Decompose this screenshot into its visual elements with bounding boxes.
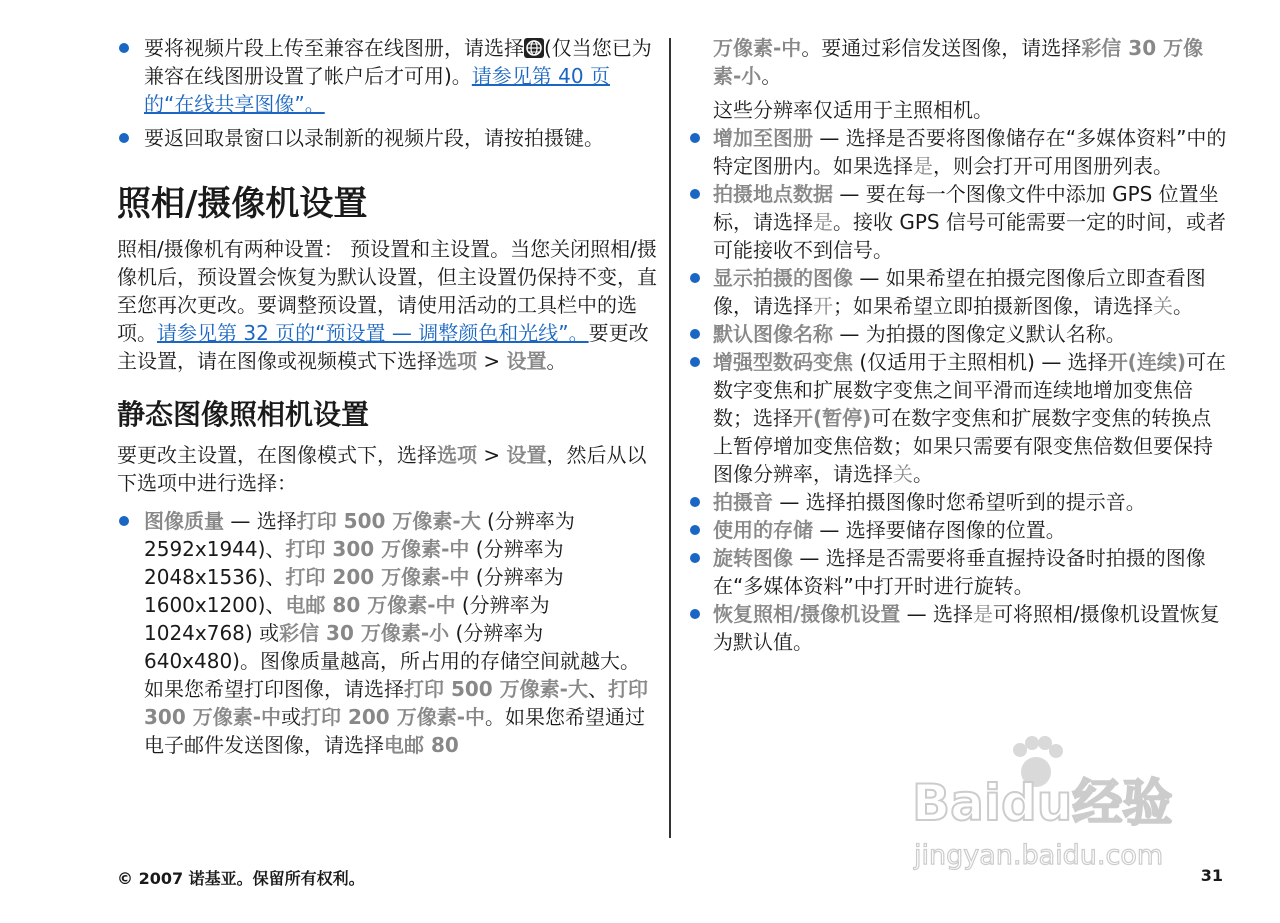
baidu-watermark bbox=[908, 732, 1208, 882]
item-text: 要将视频片段上传至兼容在线图册，请选择 bbox=[144, 36, 524, 60]
link-online-sharing[interactable]: 请参见第 40 页的“在线共享图像”。 bbox=[144, 64, 610, 116]
list-item: 使用的存储 — 选择要储存图像的位置。 bbox=[713, 516, 1231, 544]
item-text: 要返回取景窗口以录制新的视频片段，请按拍摄键。 bbox=[144, 126, 604, 150]
footer-copyright: © 2007 诺基亚。保留所有权利。 bbox=[117, 869, 365, 888]
paragraph: 照相/摄像机有两种设置： 预设置和主设置。当您关闭照相/摄像机后，预设置会恢复为默认设置，但主设置仍保持不变，直至您再次更改。要调整预设置，请使用活动的工具栏中的选项。请参见第 32 页的“预设置 — 调整颜色和光线”。要更改主设置，请在图像或视频模式下选择选项 > 设置。 bbox=[117, 237, 657, 373]
setting-name: 图像质量 bbox=[144, 509, 224, 533]
link-presettings[interactable]: 请参见第 32 页的“预设置 — 调整颜色和光线”。 bbox=[157, 321, 589, 345]
page-number: 31 bbox=[1200, 866, 1223, 885]
setting-name: 恢复照相/摄像机设置 bbox=[713, 602, 901, 626]
setting-name: 使用的存储 bbox=[713, 518, 813, 542]
left-column bbox=[117, 34, 657, 759]
list-item: 图像质量 — 选择打印 500 万像素-大 (分辨率为 2592x1944)、打印 300 万像素-中 (分辨率为 2048x1536)、打印 200 万像素-中 (分辨率为 1600x1200)、电邮 80 万像素-中 (分辨率为 1024x768) 或彩信 30 万像素-小 (分辨率为 640x480)。图像质量越高，所占用的存储空间就越大。如果您希望打印图像，请选择打印 500 万像素-大、打印 300 万像素-中或打印 200 万像素-中。如果您希望通过电子邮件发送图像，请选择电邮 80 bbox=[117, 507, 657, 759]
list-item: 拍摄音 — 选择拍摄图像时您希望听到的提示音。 bbox=[713, 488, 1231, 516]
list-item: 拍摄地点数据 — 要在每一个图像文件中添加 GPS 位置坐标，请选择是。接收 GPS 信号可能需要一定的时间，或者可能接收不到信号。 bbox=[713, 180, 1231, 264]
paragraph: 万像素-中。要通过彩信发送图像，请选择彩信 30 万像素-小。 bbox=[713, 36, 1204, 88]
watermark-url: jingyan.baidu.com bbox=[914, 840, 1164, 871]
list-item bbox=[117, 124, 657, 152]
right-column bbox=[713, 34, 1231, 656]
menu-term: 选项 bbox=[437, 349, 477, 373]
watermark-brand: Baidu经验 bbox=[912, 774, 1173, 832]
globe-upload-icon bbox=[524, 37, 544, 57]
menu-term: 设置 bbox=[506, 349, 547, 373]
setting-name: 显示拍摄的图像 bbox=[713, 266, 853, 290]
setting-name: 增加至图册 bbox=[713, 126, 813, 150]
setting-name: 拍摄音 bbox=[713, 490, 773, 514]
item-text: (仅当您已为兼容在线图册设置了帐户后才可用)。 bbox=[144, 36, 652, 88]
paragraph: 要更改主设置，在图像模式下，选择选项 > 设置，然后从以下选项中进行选择： bbox=[117, 443, 647, 495]
paragraph: 这些分辨率仅适用于主照相机。 bbox=[713, 98, 993, 122]
list-item bbox=[117, 34, 657, 118]
column-divider bbox=[669, 38, 671, 838]
setting-name: 旋转图像 bbox=[713, 546, 793, 570]
list-item: 默认图像名称 — 为拍摄的图像定义默认名称。 bbox=[713, 320, 1231, 348]
list-item: 恢复照相/摄像机设置 — 选择是可将照相/摄像机设置恢复为默认值。 bbox=[713, 600, 1231, 656]
setting-name: 增强型数码变焦 bbox=[713, 350, 853, 374]
menu-term: 设置 bbox=[506, 443, 547, 467]
list-item: 显示拍摄的图像 — 如果希望在拍摄完图像后立即查看图像，请选择开；如果希望立即拍摄新图像，请选择关。 bbox=[713, 264, 1231, 320]
list-item: 旋转图像 — 选择是否需要将垂直握持设备时拍摄的图像在“多媒体资料”中打开时进行旋转。 bbox=[713, 544, 1231, 600]
list-item: 增强型数码变焦 (仅适用于主照相机) — 选择开(连续)可在数字变焦和扩展数字变焦之间平滑而连续地增加变焦倍数；选择开(暂停)可在数字变焦和扩展数字变焦的转换点上暂停增加变焦倍数；如果只需要有限变焦倍数但要保持图像分辨率，请选择关。 bbox=[713, 348, 1231, 488]
subsection-heading: 静态图像照相机设置 bbox=[117, 398, 370, 431]
setting-name: 默认图像名称 bbox=[713, 322, 833, 346]
setting-name: 拍摄地点数据 bbox=[713, 182, 833, 206]
list-item: 增加至图册 — 选择是否要将图像储存在“多媒体资料”中的特定图册内。如果选择是，则会打开可用图册列表。 bbox=[713, 124, 1231, 180]
menu-term: 选项 bbox=[437, 443, 477, 467]
section-heading: 照相/摄像机设置 bbox=[117, 184, 368, 224]
